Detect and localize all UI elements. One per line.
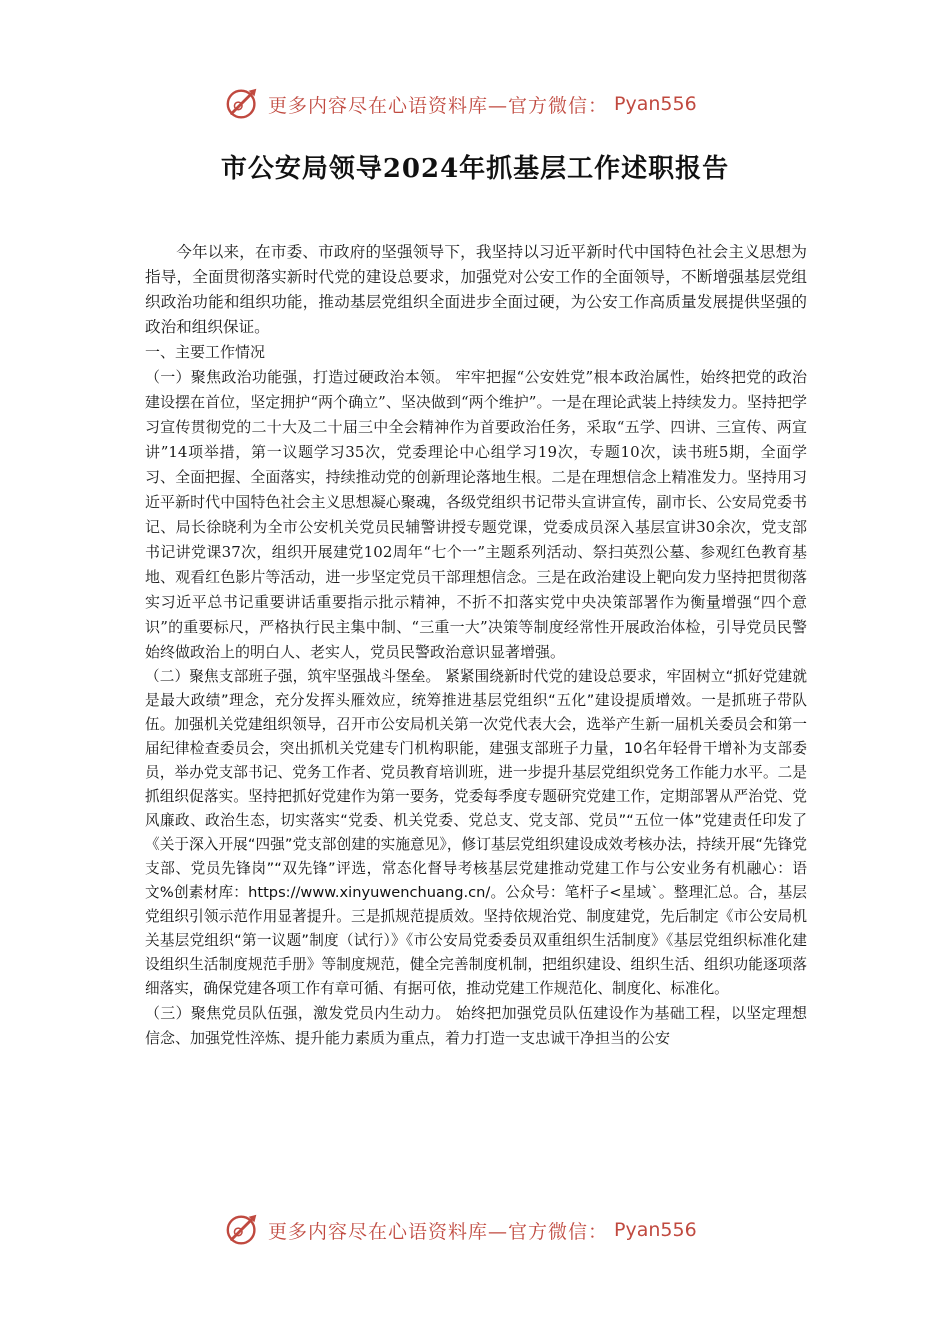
banner-text: 更多内容尽在心语资料库—官方微信： <box>268 94 609 117</box>
intro-paragraph: 今年以来，在市委、市政府的坚强领导下，我坚持以习近平新时代中国特色社会主义思想为指导，全面贯彻落实新时代党的建设总要求，加强党对公安工作的全面领导，不断增强基层党组织政治功能和组织功能，推动基层党组织全面进步全面过硬，为公安工作高质量发展提供坚强的政治和组织保证。 <box>145 243 807 336</box>
banner-wechat-id: Pyan556 <box>614 93 697 115</box>
logo-icon <box>224 1211 262 1249</box>
paragraph-3: （三）聚焦党员队伍强，激发党员内生动力。 始终把加强党员队伍建设作为基础工程，以坚定理想信念、加强党性淬炼、提升能力素质为重点，着力打造一支忠诚干净担当的公安 <box>145 1004 807 1047</box>
banner-wechat-id: Pyan556 <box>614 1219 697 1241</box>
paragraph-1: （一）聚焦政治功能强，打造过硬政治本领。 牢牢把握“公安姓党”根本政治属性，始终把党的政治建设摆在首位，坚定拥护“两个确立”、坚决做到“两个维护”。一是在理论武装上持续发力。坚持把学习宣传贯彻党的二十大及二十届三中全会精神作为首要政治任务，采取“五学、四讲、三宣传、两宣讲”14项举措，第一议题学习35次，党委理论中心组学习19次，专题10次，读书班5期，全面学习、全面把握、全面落实，持续推动党的创新理论落地生根。二是在理想信念上精准发力。坚持用习近平新时代中国特色社会主义思想凝心聚魂，各级党组织书记带头宣讲宣传，副市长、公安局党委书记、局长徐晓利为全市公安机关党员民辅警讲授专题党课，党委成员深入基层宣讲30余次，党支部书记讲党课37次，组织开展建党102周年“七个一”主题系列活动、祭扫英烈公墓、参观红色教育基地、观看红色影片等活动，进一步坚定党员干部理想信念。三是在政治建设上靶向发力坚持把贯彻落实习近平总书记重要讲话重要指示批示精神，不折不扣落实党中央决策部署作为衡量增强“四个意识”的重要标尺，严格执行民主集中制、“三重一大”决策等制度经常性开展政治体检，引导党员民警始终做政治上的明白人、老实人，党员民警政治意识显著增强。 <box>145 368 807 661</box>
document-body <box>145 240 807 1051</box>
header-banner <box>224 84 697 124</box>
paragraph-2: （二）聚焦支部班子强，筑牢坚强战斗堡垒。 紧紧围绕新时代党的建设总要求，牢固树立“抓好党建就是最大政绩”理念，充分发挥头雁效应，统筹推进基层党组织“五化”建设提质增效。一是抓班子带队伍。加强机关党建组织领导，召开市公安局机关第一次党代表大会，选举产生新一届机关委员会和第一届纪律检查委员会，突出抓机关党建专门机构职能，建强支部班子力量，10名年轻骨干增补为支部委员，举办党支部书记、党务工作者、党员教育培训班，进一步提升基层党组织党务工作能力水平。二是抓组织促落实。坚持把抓好党建作为第一要务，党委每季度专题研究党建工作，定期部署从严治党、党风廉政、政治生态，切实落实“党委、机关党委、党总支、党支部、党员”“五位一体”党建责任印发了《关于深入开展“四强”党支部创建的实施意见》，修订基层党组织建设成效考核办法，持续开展“先锋党支部、党员先锋岗”“双先锋”评选，常态化督导考核基层党建推动党建工作与公安业务有机融心：语文%创素材库：https://www.xinyuwenchuang.cn/。公众号：笔杆子<星域`。整理汇总。合，基层党组织引领示范作用显著提升。三是抓规范提质效。坚持依规治党、制度建党，先后制定《市公安局机关基层党组织“第一议题”制度（试行）》《市公安局党委委员双重组织生活制度》《基层党组织标准化建设组织生活制度规范手册》等制度规范，健全完善制度机制，把组织建设、组织生活、组织功能逐项落细落实，确保党建各项工作有章可循、有据可依，推动党建工作规范化、制度化、标准化。 <box>145 668 807 997</box>
section-heading: 一、主要工作情况 <box>145 343 266 361</box>
footer-banner <box>224 1210 697 1250</box>
logo-icon <box>224 85 262 123</box>
banner-text: 更多内容尽在心语资料库—官方微信： <box>268 1220 609 1243</box>
document-title: 市公安局领导2024年抓基层工作述职报告 <box>220 154 730 184</box>
